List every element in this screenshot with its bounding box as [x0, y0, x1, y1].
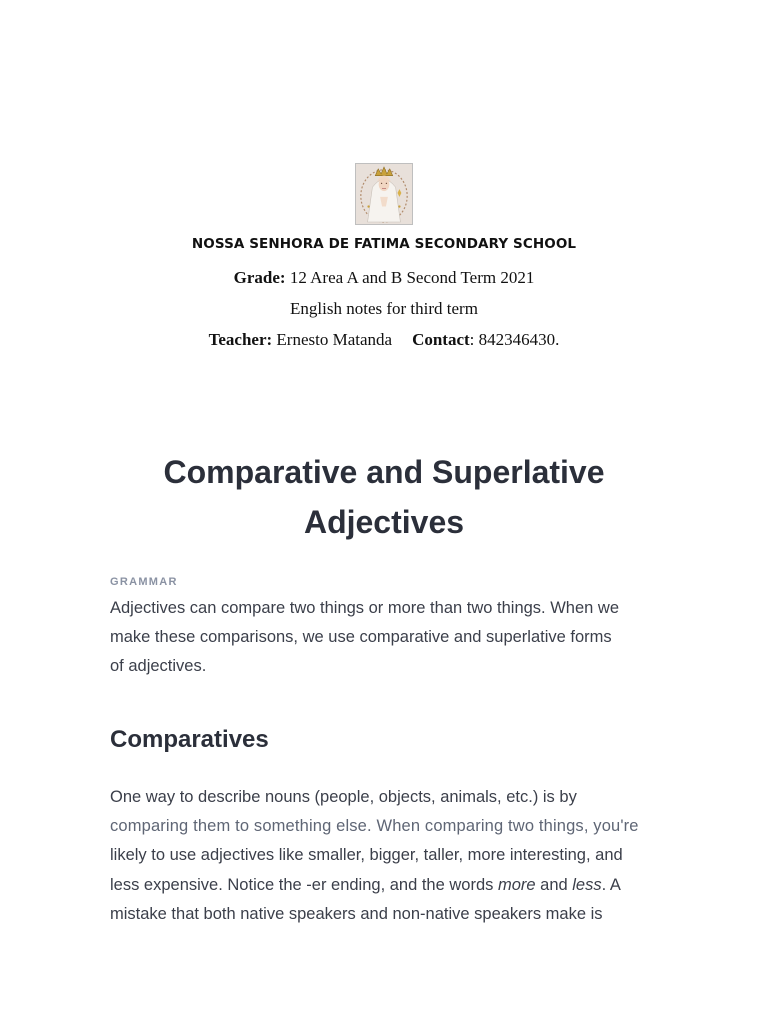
teacher-line	[0, 330, 768, 350]
grade-label: Grade:	[233, 268, 286, 287]
word-less: less	[572, 875, 602, 894]
body-line-5: mistake that both native speakers and non-native speakers make is	[110, 904, 603, 923]
body-line-4-and: and	[535, 875, 573, 894]
article-title	[110, 447, 658, 547]
school-logo-image	[355, 163, 413, 225]
intro-line-1: Adjectives can compare two things or more than two things. When we	[110, 599, 619, 617]
category-tag: GRAMMAR	[110, 576, 178, 588]
school-name: NOSSA SENHORA DE FATIMA SECONDARY SCHOOL	[191, 236, 577, 252]
article-title-line-1: Comparative and Superlative	[163, 454, 605, 490]
contact-label: Contact	[412, 330, 470, 349]
comparatives-paragraph	[110, 783, 670, 929]
body-line-4	[110, 871, 670, 900]
body-line-4-start: less expensive. Notice the -er ending, and the words	[110, 875, 498, 894]
notes-line: English notes for third term	[290, 299, 478, 318]
our-lady-of-fatima-icon	[356, 164, 412, 224]
contact-number: : 842346430.	[469, 330, 560, 349]
grade-value: 12 Area A and B Second Term 2021	[289, 268, 535, 287]
intro-paragraph	[110, 594, 670, 682]
grade-line	[0, 268, 768, 288]
teacher-label: Teacher:	[208, 330, 273, 349]
body-line-2: comparing them to something else. When comparing two things, you're	[110, 817, 639, 836]
body-line-3: likely to use adjectives like smaller, bigger, taller, more interesting, and	[110, 846, 623, 865]
intro-line-3: of adjectives.	[110, 657, 207, 676]
section-heading-comparatives: Comparatives	[110, 726, 269, 753]
article-title-line-2: Adjectives	[303, 504, 465, 540]
body-line-4-end: . A	[601, 875, 621, 894]
teacher-name: Ernesto Matanda	[276, 330, 393, 349]
intro-line-2: make these comparisons, we use comparative and superlative forms	[110, 628, 612, 647]
body-line-1: One way to describe nouns (people, objects, animals, etc.) is by	[110, 788, 577, 806]
word-more: more	[497, 875, 536, 894]
